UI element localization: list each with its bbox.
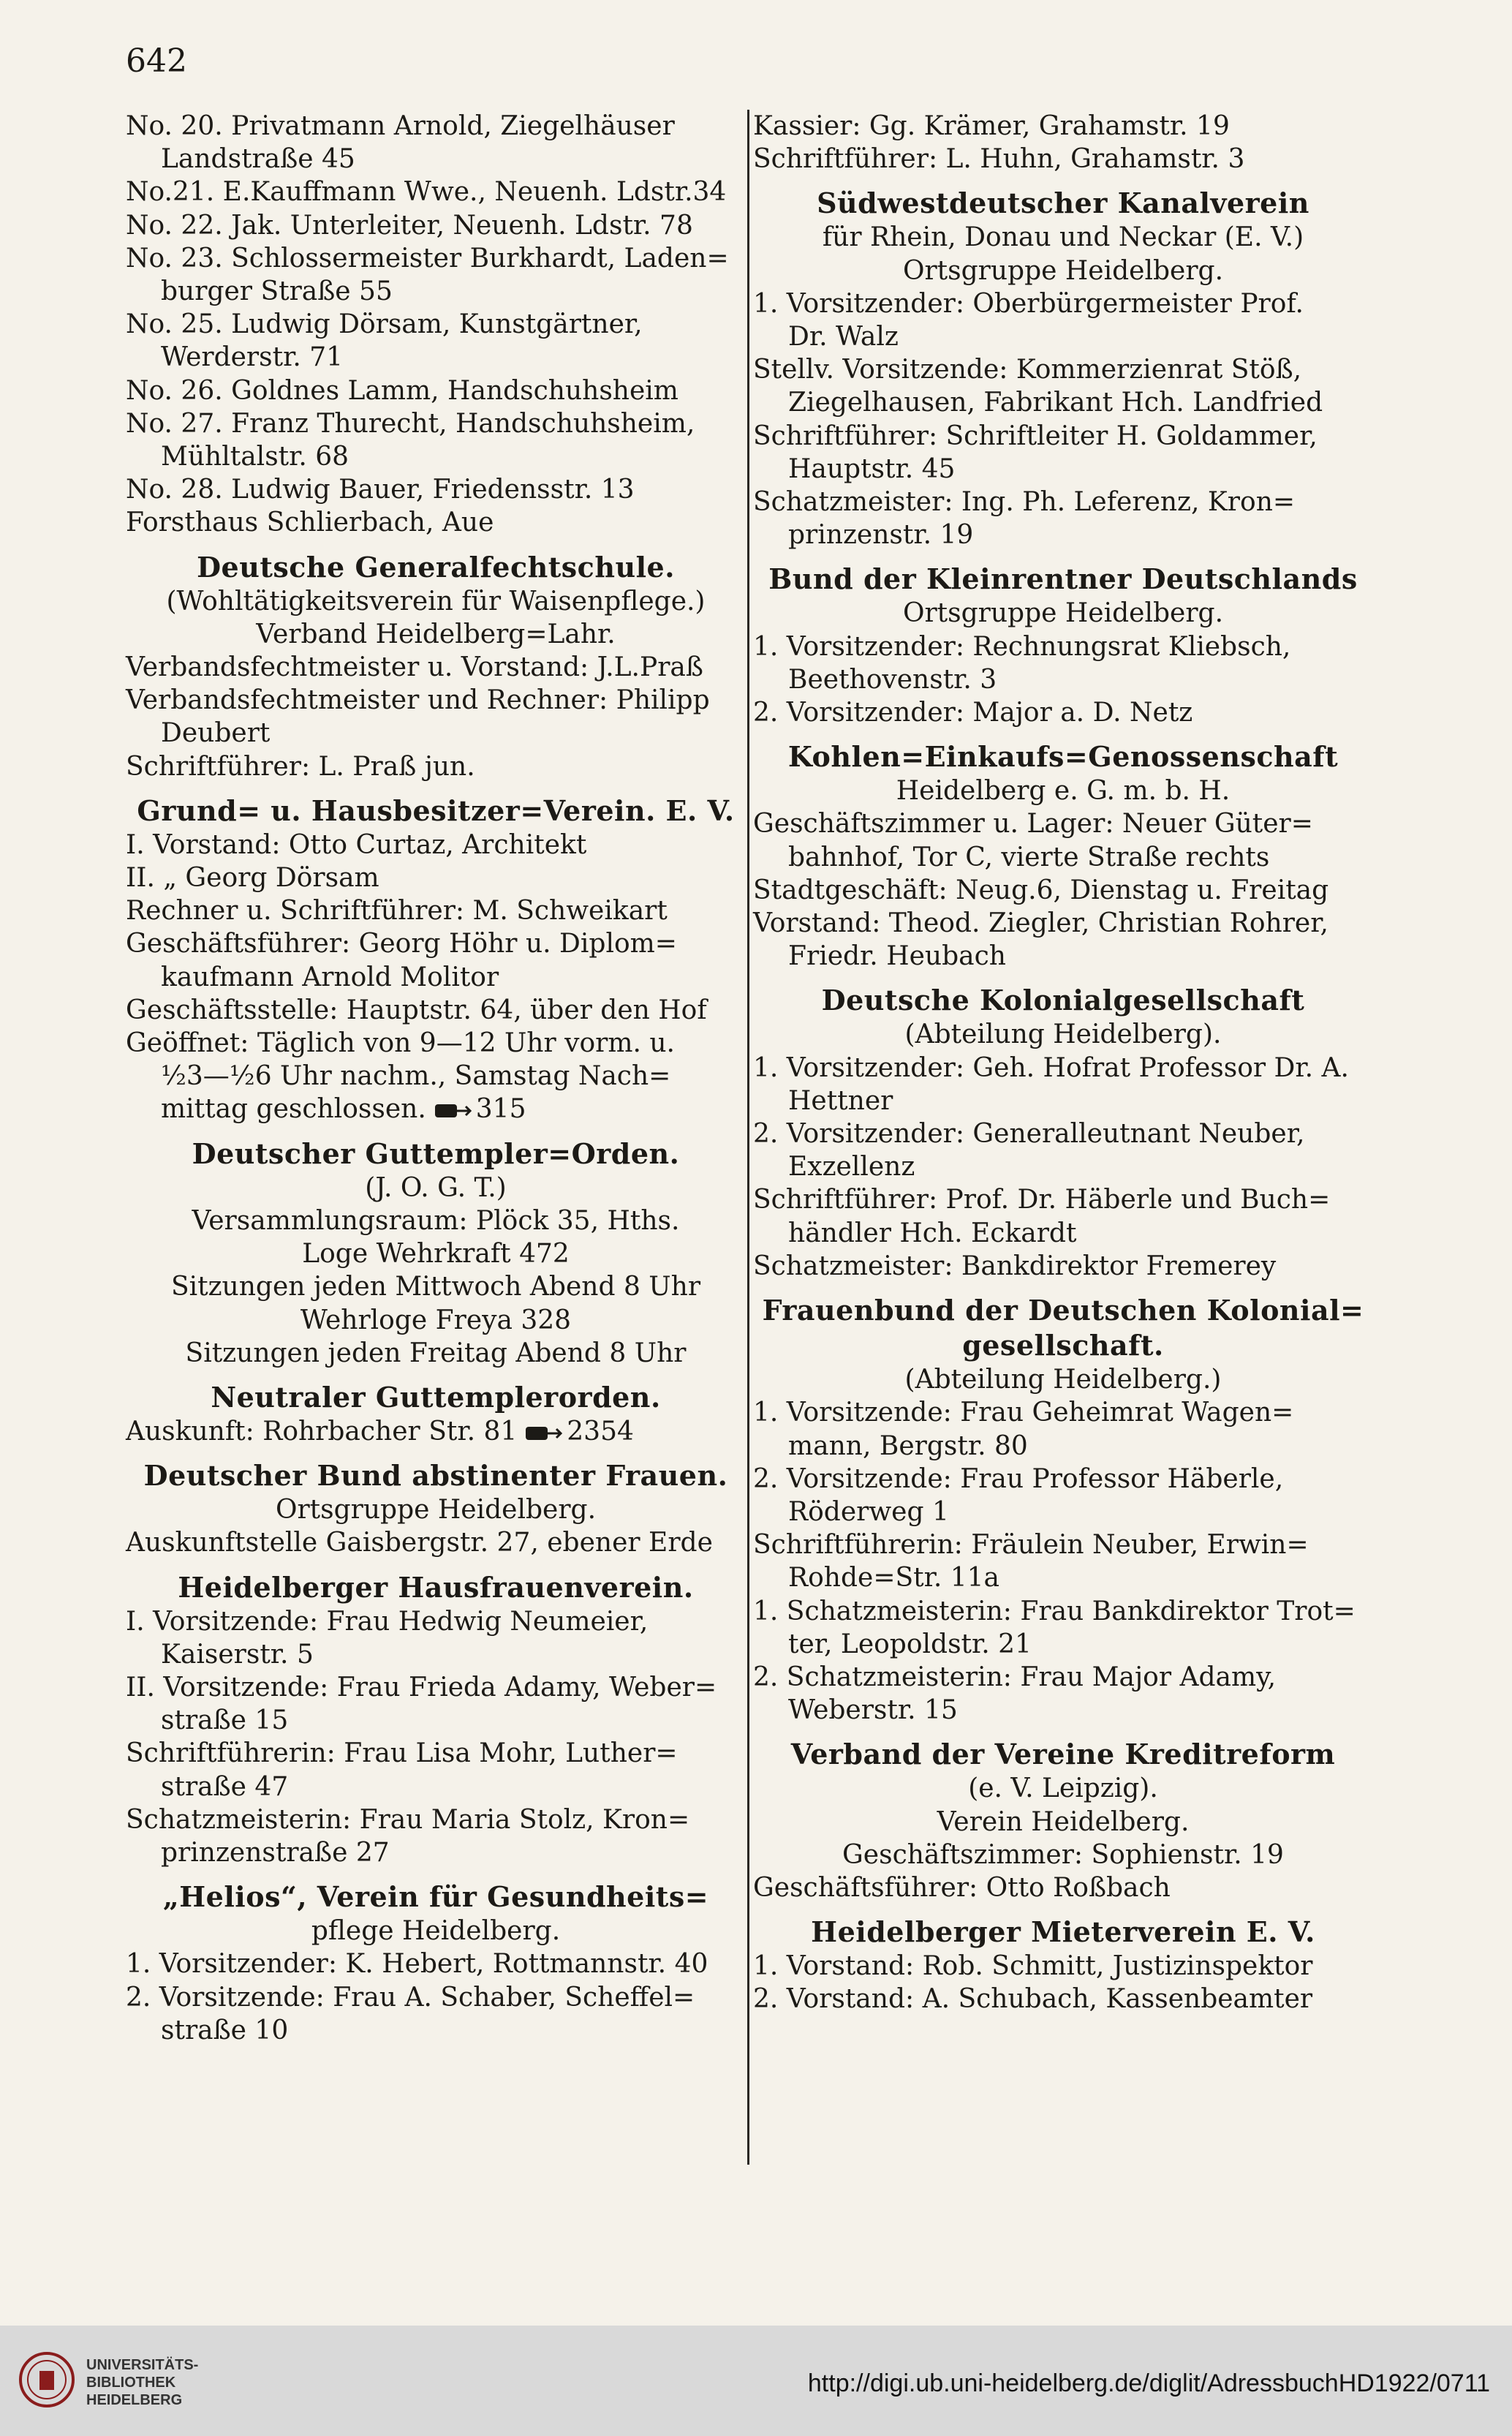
section-heading: Grund= u. Hausbesitzer=Verein. E. V. [137,793,735,827]
entry-line: straße 47 [161,1771,289,1802]
telephone-icon [521,1424,562,1443]
entry-text: mittag geschlossen. [161,1094,426,1125]
entry-line: 1. Vorsitzender: Rechnungsrat Kliebsch, [753,631,1291,662]
entry-line: Schriftführer: L. Huhn, Grahamstr. 3 [753,144,1245,175]
footer-bar [0,2326,1512,2436]
section-gap [753,551,1373,562]
entry-line: Mühltalstr. 68 [161,442,349,472]
entry-line: Exzellenz [788,1152,915,1183]
entry-line: Ziegelhausen, Fabrikant Hch. Landfried [788,388,1323,418]
left-column [126,110,746,2047]
section-heading: Südwestdeutscher Kanalverein [817,186,1309,220]
section-heading: Deutscher Guttempler=Orden. [192,1136,680,1170]
entry-line: Rechner u. Schriftführer: M. Schweikart [126,896,668,927]
entry-line: 2. Vorsitzende: Frau A. Schaber, Scheffel= [126,1982,695,2013]
entry-line: Geschäftsführer: Georg Höhr u. Diplom= [126,929,677,959]
entry-line: 2. Vorstand: A. Schubach, Kassenbeamter [753,1984,1313,2015]
entry-line: I. Vorsitzende: Frau Hedwig Neumeier, [126,1606,649,1637]
entry-line: Verbandsfechtmeister und Rechner: Philipp [126,685,710,716]
entry-line: No.21. E.Kauffmann Wwe., Neuenh. Ldstr.34 [126,177,727,208]
section-gap [126,1370,746,1380]
centered-line: pflege Heidelberg. [311,1916,561,1947]
column-divider [747,110,749,2165]
source-url-link[interactable]: http://digi.ub.uni-heidelberg.de/diglit/AdressbuchHD1922/0711 [807,2369,1490,2397]
entry-line: kaufmann Arnold Molitor [161,962,499,992]
entry-line: 1. Vorsitzende: Frau Geheimrat Wagen= [753,1398,1294,1428]
section-heading: Kohlen=Einkaufs=Genossenschaft [787,740,1339,774]
library-name [86,2356,198,2409]
section-heading: Neutraler Guttemplerorden. [211,1380,661,1414]
entry-line: Verbandsfechtmeister u. Vorstand: J.L.Praß [126,652,703,683]
entry-line-with-phone [126,1093,746,1125]
entry-line: Vorstand: Theod. Ziegler, Christian Rohrer, [753,908,1328,939]
entry-line: Friedr. Heubach [788,941,1006,972]
section-gap [753,729,1373,739]
entry-line: Schriftführer: Schriftleiter H. Goldammer, [753,421,1318,451]
page-number: 642 [126,42,187,80]
entry-line: Geschäftsführer: Otto Roßbach [753,1872,1171,1903]
entry-line: Weberstr. 15 [788,1695,958,1726]
entry-line: No. 28. Ludwig Bauer, Friedensstr. 13 [126,475,635,505]
entry-line: 2. Vorsitzender: Major a. D. Netz [753,698,1193,728]
right-column [753,110,1373,2016]
centered-line: Geschäftszimmer: Sophienstr. 19 [842,1839,1284,1870]
entry-line: Röderweg 1 [788,1496,949,1527]
entry-line: straße 15 [161,1705,289,1736]
centered-line: für Rhein, Donau und Neckar (E. V.) [822,222,1304,253]
entry-line: burger Straße 55 [161,276,393,307]
entry-line: Geöffnet: Täglich von 9—12 Uhr vorm. u. [126,1028,675,1059]
centered-line: Versammlungsraum: Plöck 35, Hths. [192,1205,680,1236]
library-name-line: UNIVERSITÄTS- [86,2357,199,2373]
centered-line: Sitzungen jeden Freitag Abend 8 Uhr [185,1338,687,1368]
centered-line: Ortsgruppe Heidelberg. [275,1495,597,1526]
centered-line: (e. V. Leipzig). [968,1773,1158,1804]
centered-line: Loge Wehrkraft 472 [302,1239,570,1270]
section-gap [126,540,746,550]
centered-line: (Abteilung Heidelberg.) [904,1365,1222,1395]
centered-line: (J. O. G. T.) [365,1172,507,1203]
section-heading: Bund der Kleinrentner Deutschlands [768,562,1358,596]
centered-line: Sitzungen jeden Mittwoch Abend 8 Uhr [170,1272,701,1302]
entry-line-with-phone [126,1415,746,1448]
entry-line: Dr. Walz [788,322,899,352]
telephone-icon [431,1101,472,1120]
entry-line: 1. Vorstand: Rob. Schmitt, Justizinspektor [753,1951,1313,1982]
centered-line: Wehrloge Freya 328 [300,1305,572,1335]
entry-line: Hettner [788,1085,893,1116]
entry-line: Forsthaus Schlierbach, Aue [126,508,494,538]
entry-line: Schriftführer: L. Praß jun. [126,751,475,782]
entry-line: Landstraße 45 [161,144,355,175]
entry-line: Schriftführerin: Frau Lisa Mohr, Luther= [126,1738,678,1769]
section-gap [753,1283,1373,1293]
section-gap [126,1126,746,1136]
section-gap [753,1904,1373,1915]
entry-line: No. 22. Jak. Unterleiter, Neuenh. Ldstr. 78 [126,210,693,241]
entry-line: Kaiserstr. 5 [161,1639,314,1670]
section-heading: Heidelberger Mieterverein E. V. [811,1915,1315,1949]
entry-line: Geschäftszimmer u. Lager: Neuer Güter= [753,809,1313,840]
section-gap [753,973,1373,983]
entry-line: No. 23. Schlossermeister Burkhardt, Laden= [126,243,729,274]
section-heading: Deutscher Bund abstinenter Frauen. [143,1459,728,1493]
entry-line: prinzenstr. 19 [788,520,974,551]
centered-line: Ortsgruppe Heidelberg. [902,255,1224,286]
section-heading: Deutsche Generalfechtschule. [197,550,675,584]
section-heading: Frauenbund der Deutschen Kolonial= [762,1294,1364,1327]
centered-line: Verein Heidelberg. [937,1806,1190,1837]
centered-line: (Abteilung Heidelberg). [904,1019,1222,1050]
section-gap [753,176,1373,186]
entry-line: Schriftführer: Prof. Dr. Häberle und Buch= [753,1185,1331,1215]
entry-line: No. 27. Franz Thurecht, Handschuhsheim, [126,408,695,439]
entry-line: Schatzmeister: Bankdirektor Fremerey [753,1251,1277,1281]
entry-line: 1. Vorsitzender: K. Hebert, Rottmannstr. 40 [126,1949,708,1980]
library-name-line: BIBLIOTHEK [86,2375,176,2391]
section-gap [753,1727,1373,1737]
entry-line: 1. Schatzmeisterin: Frau Bankdirektor Trot= [753,1596,1356,1626]
entry-line: No. 26. Goldnes Lamm, Handschuhsheim [126,375,678,406]
entry-line: Hauptstr. 45 [788,453,956,484]
entry-text: Auskunft: Rohrbacher Str. 81 [126,1416,518,1447]
centered-line: (Wohltätigkeitsverein für Waisenpflege.) [166,586,706,616]
entry-line: 2. Vorsitzender: Generalleutnant Neuber, [753,1119,1305,1150]
section-heading: Heidelberger Hausfrauenverein. [178,1570,694,1604]
entry-line: Werderstr. 71 [161,342,344,373]
entry-line: II. Vorsitzende: Frau Frieda Adamy, Weber= [126,1672,717,1702]
entry-line: 1. Vorsitzender: Oberbürgermeister Prof. [753,288,1304,319]
centered-line: Verband Heidelberg=Lahr. [256,619,616,649]
entry-line: prinzenstraße 27 [161,1837,390,1868]
entry-line: Beethovenstr. 3 [788,664,997,695]
entry-line: 1. Vorsitzender: Geh. Hofrat Professor Dr. A. [753,1052,1349,1083]
phone-number: 2354 [567,1416,634,1447]
section-heading: „Helios“, Verein für Gesundheits= [162,1880,709,1914]
entry-line: Auskunftstelle Gaisbergstr. 27, ebener Erde [126,1528,713,1558]
entry-line: straße 10 [161,2015,289,2045]
phone-number: 315 [475,1094,526,1125]
entry-line: Kassier: Gg. Krämer, Grahamstr. 19 [753,111,1230,141]
entry-line: Schriftführerin: Fräulein Neuber, Erwin= [753,1530,1309,1561]
entry-line: händler Hch. Eckardt [788,1218,1077,1248]
entry-line: Schatzmeisterin: Frau Maria Stolz, Kron= [126,1804,690,1835]
entry-line: 2. Vorsitzende: Frau Professor Häberle, [753,1463,1284,1494]
entry-line: Schatzmeister: Ing. Ph. Leferenz, Kron= [753,487,1296,518]
section-heading: Verband der Vereine Kreditreform [790,1738,1336,1771]
section-gap [126,783,746,793]
entry-line: No. 25. Ludwig Dörsam, Kunstgärtner, [126,309,643,340]
section-gap [126,1869,746,1879]
entry-line: I. Vorstand: Otto Curtaz, Architekt [126,829,587,860]
centered-line: Heidelberg e. G. m. b. H. [896,776,1231,807]
section-gap [126,1448,746,1458]
centered-line: Ortsgruppe Heidelberg. [902,598,1224,629]
entry-line: ter, Leopoldstr. 21 [788,1629,1032,1659]
entry-line: ½3—½6 Uhr nachm., Samstag Nach= [161,1061,671,1092]
entry-line: bahnhof, Tor C, vierte Straße rechts [788,842,1270,872]
section-gap [126,1560,746,1570]
entry-line: No. 20. Privatmann Arnold, Ziegelhäuser [126,111,675,141]
entry-line: Deubert [161,718,271,749]
entry-line: Rohde=Str. 11a [788,1563,1000,1594]
section-heading: Deutsche Kolonialgesellschaft [821,984,1305,1017]
entry-line: 2. Schatzmeisterin: Frau Major Adamy, [753,1662,1277,1692]
entry-line: mann, Bergstr. 80 [788,1430,1028,1461]
entry-line: Stadtgeschäft: Neug.6, Dienstag u. Freitag [753,875,1329,905]
entry-line: II. „ Georg Dörsam [126,863,379,894]
entry-line: Stellv. Vorsitzende: Kommerzienrat Stöß, [753,355,1302,385]
library-name-line: HEIDELBERG [86,2392,183,2408]
entry-line: Geschäftsstelle: Hauptstr. 64, über den Hof [126,995,707,1025]
university-seal-icon [18,2350,76,2409]
section-heading: gesellschaft. [962,1329,1164,1362]
